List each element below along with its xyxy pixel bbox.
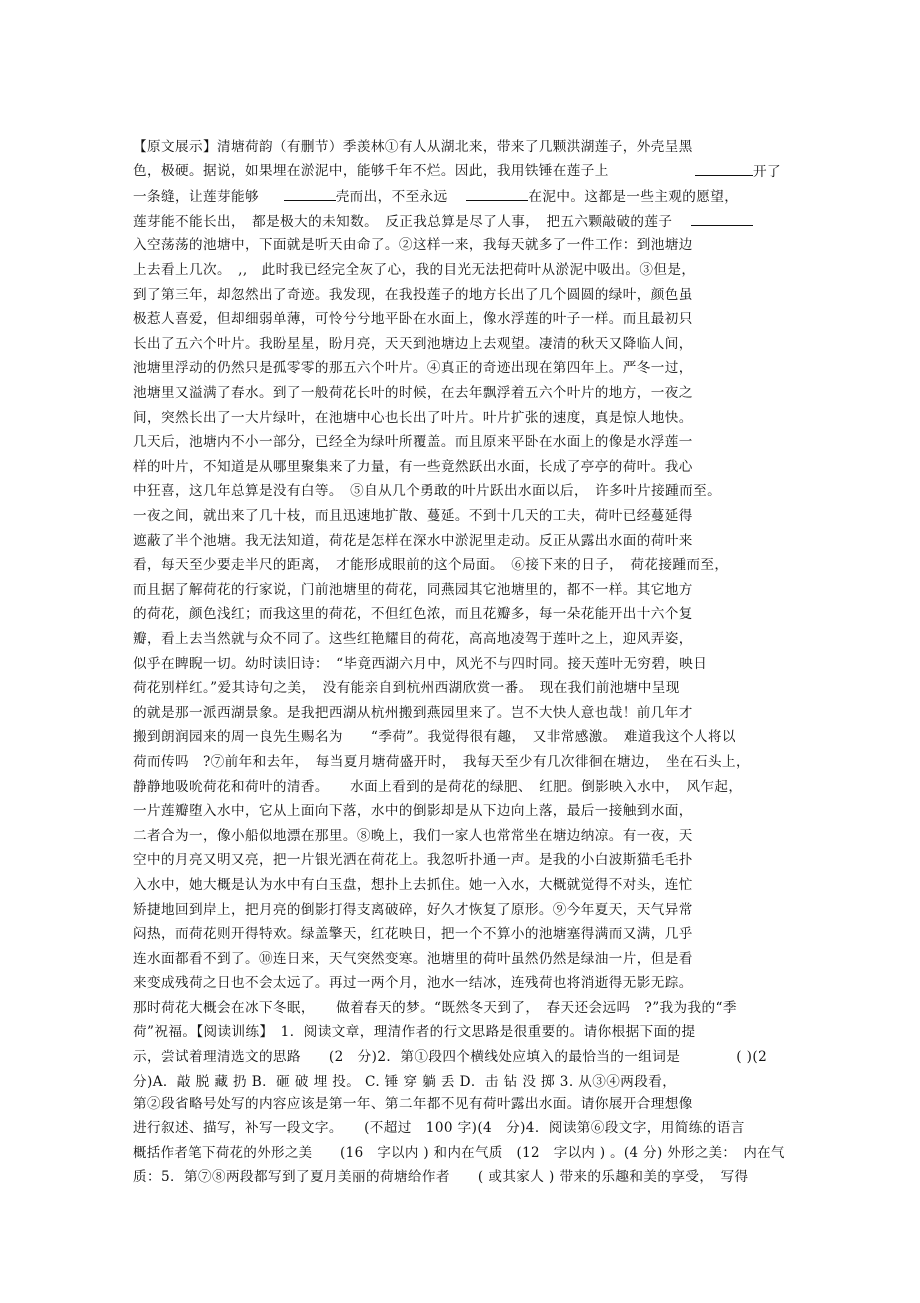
text-line: 遮蔽了半个池塘。我无法知道，荷花是怎样在深水中淤泥里走动。反正从露出水面的荷叶来	[133, 533, 693, 549]
text-line: 那时荷花大概会在冰下冬眠， 做着春天的梦。“既然冬天到了， 春天还会远吗 ?”我为我的“季	[133, 1000, 737, 1016]
text-line: 间，突然长出了一大片绿叶，在池塘中心也长出了叶片。叶片扩张的速度，真是惊人地快。	[133, 410, 693, 426]
text-fragment: 壳而出，不至永远	[335, 189, 448, 205]
text-line: 概括作者笔下荷花的外形之美 (16 字以内 ) 和内在气质 (12 字以内 ) 。(4 分) 外形之美： 内在气	[133, 1145, 785, 1161]
text-line: 的就是那一派西湖景象。是我把西湖从杭州搬到燕园里来了。岂不大快人意也哉！前几年才	[133, 705, 693, 721]
text-line: 【原文展示】清塘荷韵（有删节）季羡林①有人从湖北来，带来了几颗洪湖莲子，外壳呈黑	[133, 139, 693, 155]
text-fragment: 开了	[753, 164, 781, 180]
text-line: 示，尝试着理清选文的思路 (2 分)2．第①段四个横线处应填入的最恰当的一组词是 ( )(2	[133, 1049, 768, 1065]
text-line: 中狂喜，这几年总算是没有白等。 ⑤自从几个勇敢的叶片跃出水面以后， 许多叶片接踵而至。	[133, 483, 722, 499]
text-line: 池塘里又溢满了春水。到了一般荷花长叶的时候，在去年飘浮着五六个叶片的地方，一夜之	[133, 385, 693, 401]
text-line: 搬到朗润园来的周一良先生赐名为 “季荷”。我觉得很有趣， 又非常感激。 难道我这个人将以	[133, 729, 736, 745]
text-line: 静静地吸吮荷花和荷叶的清香。 水面上看到的是荷花的绿肥、 红肥。倒影映入水中， 风乍起，	[133, 779, 743, 795]
text-line: 入水中，她大概是认为水中有白玉盘，想扑上去抓住。她一入水，大概就觉得不对头，连忙	[133, 877, 693, 893]
text-line: 空中的月亮又明又亮，把一片银光洒在荷花上。我忽听扑通一声。是我的小白波斯猫毛毛扑	[133, 852, 693, 868]
text-line: 样的叶片，不知道是从哪里聚集来了力量，有一些竟然跃出水面，长成了亭亭的荷叶。我心	[133, 459, 693, 475]
text-line: 荷花别样红。”爱其诗句之美， 没有能亲自到杭州西湖欣赏一番。 现在我们前池塘中呈现	[133, 680, 680, 696]
text-line: 一片莲瓣堕入水中，它从上面向下落，水中的倒影却是从下边向上落，最后一接触到水面，	[133, 803, 693, 819]
text-fragment: 一条缝，让莲芽能够	[133, 189, 259, 205]
text-line: 色，极硬。据说，如果埋在淤泥中，能够千年不烂。因此，我用铁锤在莲子上	[133, 163, 609, 179]
text-line: 到了第三年，却忽然出了奇迹。我发现，在我投莲子的地方长出了几个圆圆的绿叶，颜色虽	[133, 287, 693, 303]
text-line: 连水面都看不到了。⑩连日来，天气突然变寒。池塘里的荷叶虽然仍然是绿油一片，但是看	[133, 951, 693, 967]
answer-blank	[284, 186, 336, 201]
text-line: 来变成残荷之日也不会太远了。再过一两个月，池水一结冰，连残荷也将消逝得无影无踪。	[133, 975, 693, 991]
text-line: 二者合为一，像小船似地漂在那里。⑧晚上，我们一家人也常常坐在塘边纳凉。有一夜，天	[133, 828, 693, 844]
text-line: 第②段省略号处写的内容应该是第一年、第二年都不见有荷叶露出水面。请你展开合理想像	[133, 1096, 693, 1112]
text-line: 瓣，看上去当然就与众不同了。这些红艳耀目的荷花，高高地凌驾于莲叶之上，迎风弄姿，	[133, 631, 693, 647]
text-fragment: 莲芽能不能长出， 都是极大的未知数。 反正我总算是尽了人事， 把五六颗敲破的莲子	[133, 214, 673, 230]
text-line: 矫捷地回到岸上，把月亮的倒影打得支离破碎，好久才恢复了原形。⑨今年夏天，天气异常	[133, 902, 693, 918]
text-line: 几天后，池塘内不小一部分，已经全为绿叶所覆盖。而且原来平卧在水面上的像是水浮莲一	[133, 434, 693, 450]
text-line: 质：5．第⑦⑧两段都写到了夏月美丽的荷塘给作者 ( 或其家人 ) 带来的乐趣和美的享受， 写得	[133, 1169, 749, 1185]
answer-blank	[466, 186, 528, 201]
text-line: 入空荡荡的池塘中，下面就是听天由命了。②这样一来，我每天就多了一件工作：到池塘边	[133, 237, 693, 253]
text-line: 分)A．敲 脱 藏 扔 B．砸 破 埋 投。 C. 锤 穿 躺 丢 D．击 钻 没 掷 3. 从③④两段看，	[133, 1074, 677, 1090]
answer-blank	[691, 211, 753, 226]
text-line: 一夜之间，就出来了几十枝，而且迅速地扩散、蔓延。不到十几天的工夫，荷叶已经蔓延得	[133, 508, 693, 524]
text-line: 的荷花，颜色浅红；而我这里的荷花，不但红色浓，而且花瓣多，每一朵花能开出十六个复	[133, 606, 693, 622]
text-fragment: 在泥中。这都是一些主观的愿望，	[528, 189, 739, 205]
text-line: 荷而传吗 ?⑦前年和去年， 每当夏月塘荷盛开时， 我每天至少有几次徘徊在塘边， 坐在石头上，	[133, 754, 751, 770]
text-line: 荷”祝福。【阅读训练】 1．阅读文章，理清作者的行文思路是很重要的。请你根据下面的提	[133, 1024, 696, 1040]
text-line: 看，每天至少要走半尺的距离， 才能形成眼前的这个局面。 ⑥接下来的日子， 荷花接踵而至，	[133, 557, 729, 573]
text-line: 进行叙述、描写，补写一段文字。 (不超过 100 字)(4 分)4．阅读第⑥段文字，用简练的语言	[133, 1120, 745, 1136]
answer-blank	[695, 161, 753, 176]
text-line: 闷热，而荷花则开得特欢。绿盖擎天，红花映日，把一个不算小的池塘塞得满而又满，几乎	[133, 926, 693, 942]
text-line: 而且据了解荷花的行家说，门前池塘里的荷花，同燕园其它池塘里的，都不一样。其它地方	[133, 582, 693, 598]
text-line: 极惹人喜爱，但却细弱单薄，可怜兮兮地平卧在水面上，像水浮莲的叶子一样。而且最初只	[133, 311, 693, 327]
text-line: 长出了五六个叶片。我盼星星，盼月亮，天天到池塘边上去观望。凄清的秋天又降临人间，	[133, 336, 693, 352]
text-line: 上去看上几次。 ,, 此时我已经完全灰了心，我的目光无法把荷叶从淤泥中吸出。③但是，	[133, 262, 696, 278]
text-line: 似乎在睥睨一切。幼时读旧诗： “毕竟西湖六月中，风光不与四时同。接天莲叶无穷碧，映日	[133, 656, 708, 672]
text-line-blank-group	[695, 161, 781, 182]
text-line-blank-group	[133, 186, 738, 207]
text-line: 池塘里浮动的仍然只是孤零零的那五六个叶片。④真正的奇迹出现在第四年上。严冬一过，	[133, 360, 693, 376]
text-line-blank-group	[133, 211, 753, 232]
